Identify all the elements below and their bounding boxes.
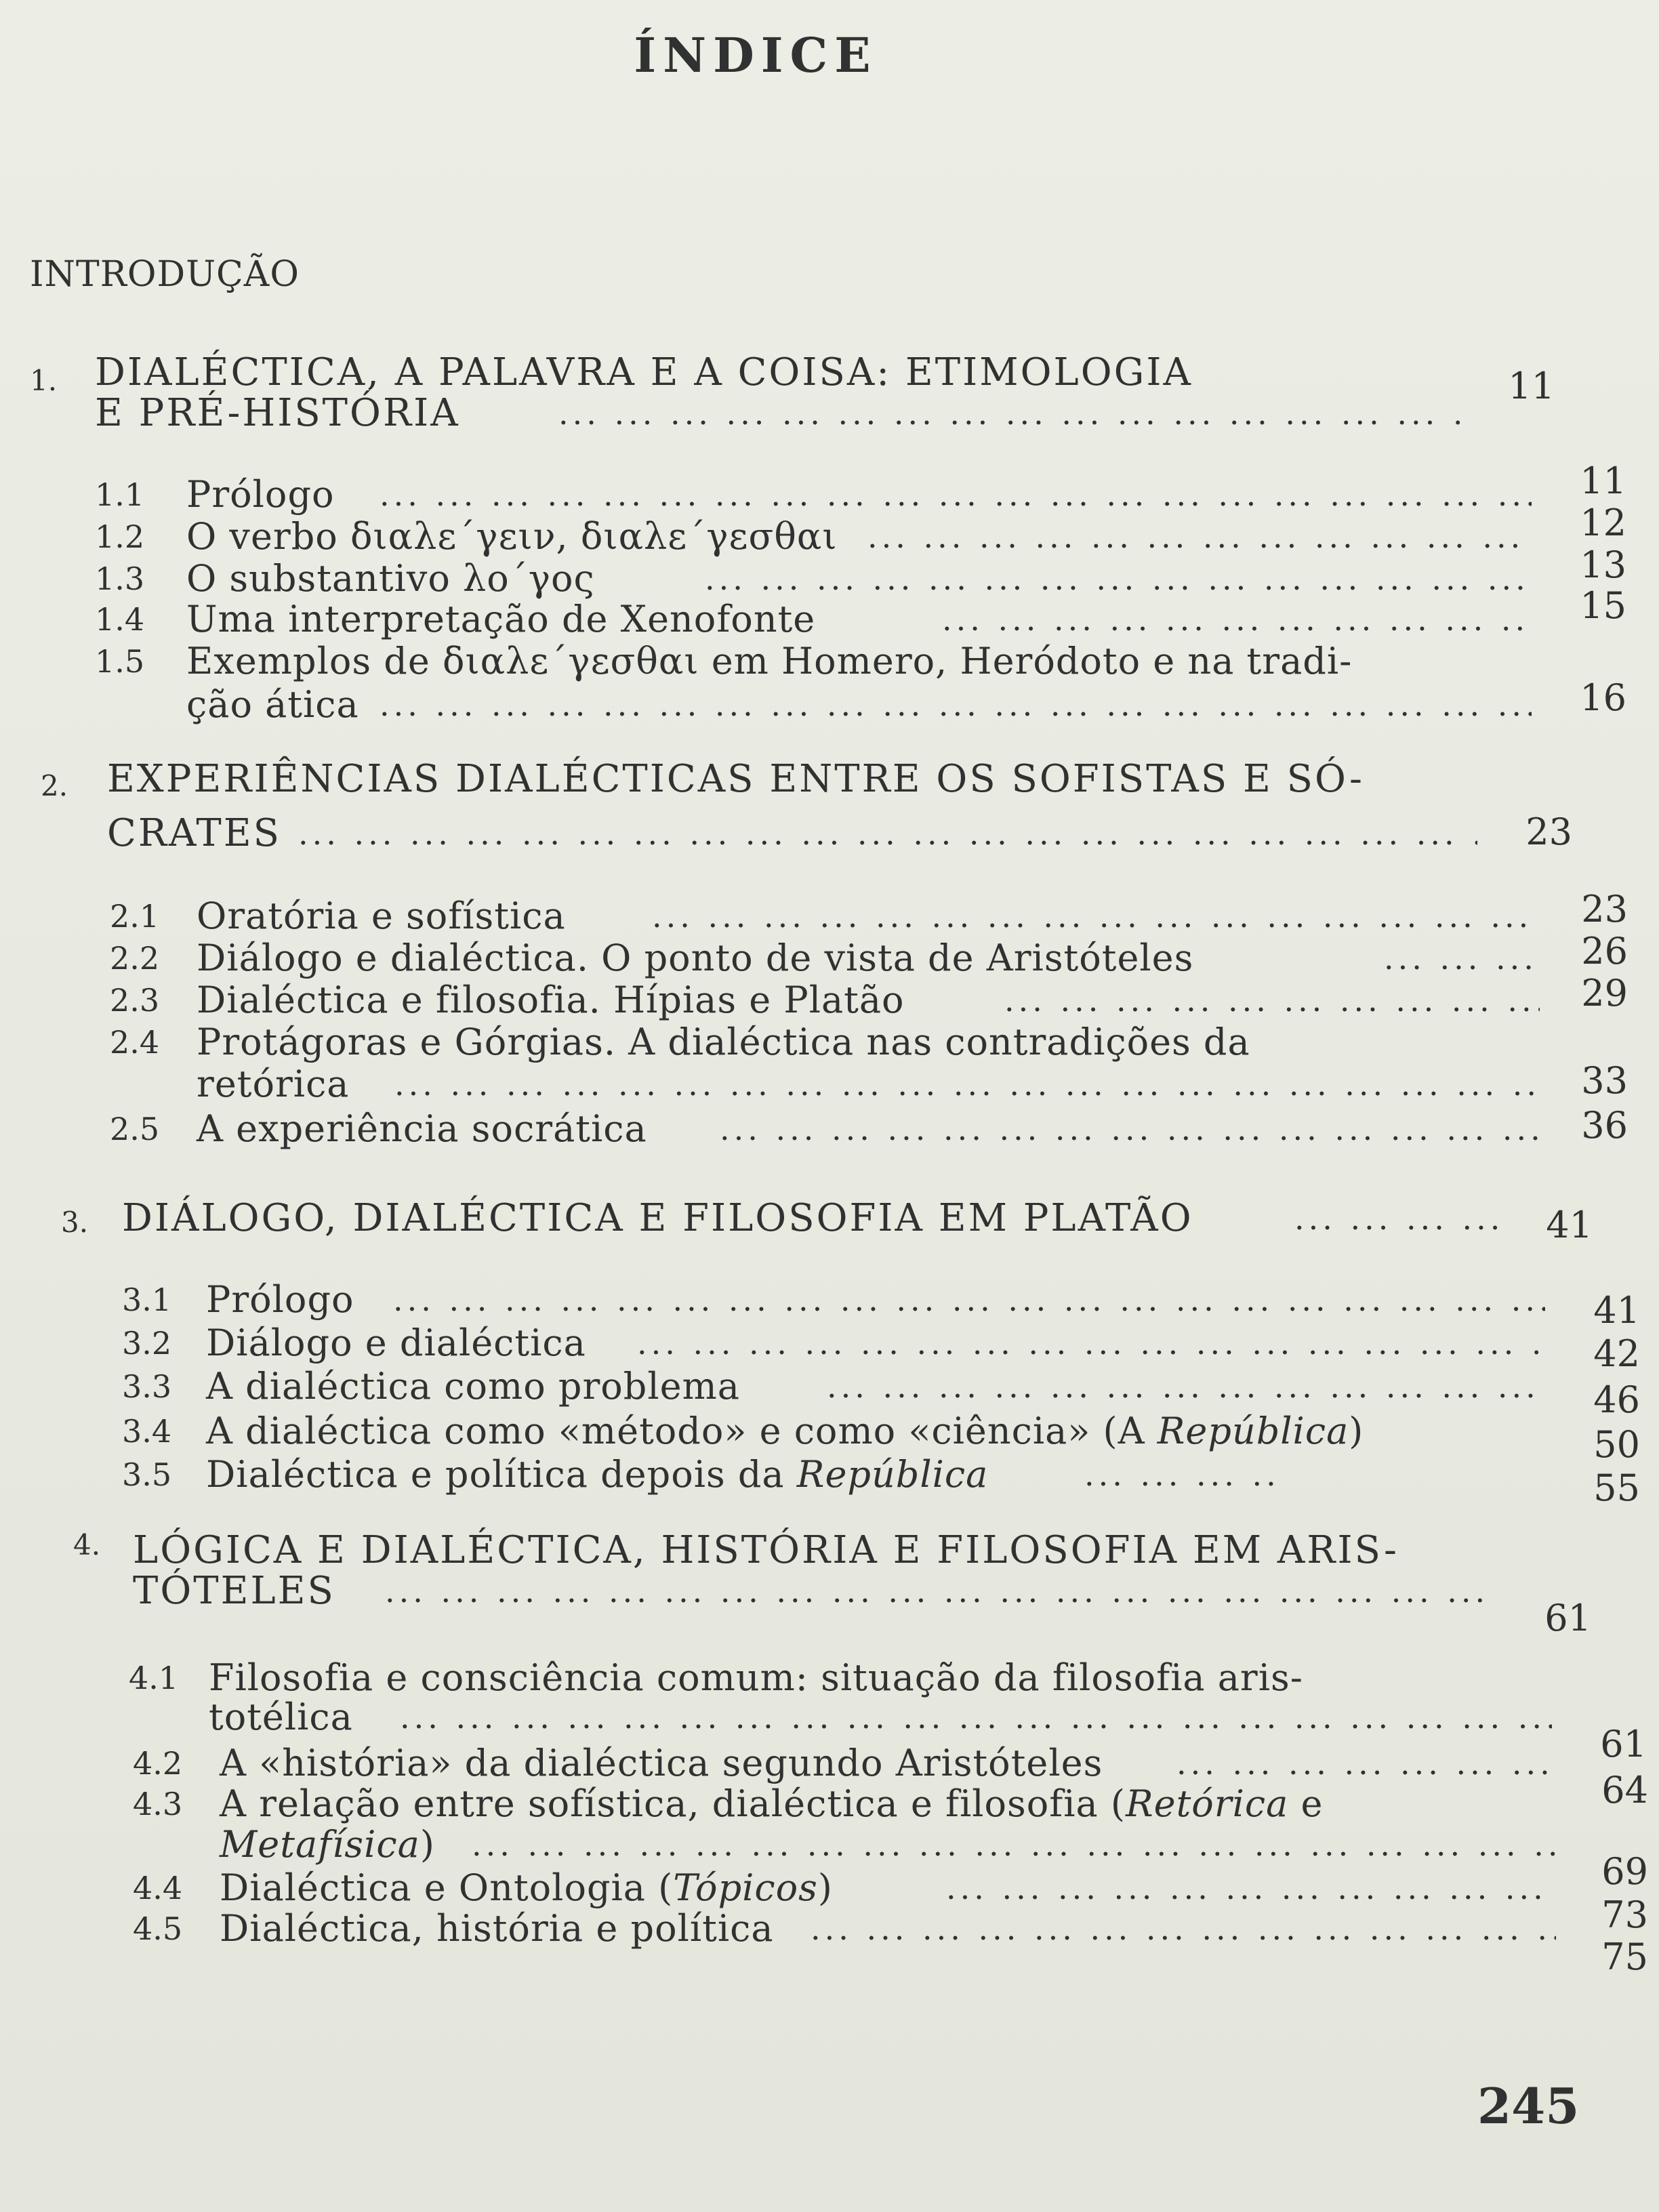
leader-dots	[867, 516, 1532, 557]
section-title: Dialéctica, história e política	[220, 1907, 774, 1950]
leader-dots	[380, 474, 1532, 515]
page-ref: 33	[1581, 1059, 1628, 1102]
chapter-2-line-1	[41, 759, 1599, 800]
toc-entry-2-3	[110, 972, 1628, 1021]
section-number: 3.2	[122, 1325, 172, 1361]
page-number: 245	[1477, 2077, 1580, 2135]
title-text: Dialéctica e política depois da	[206, 1453, 797, 1496]
toc-entry-2-5	[110, 1104, 1628, 1150]
leader-dots	[393, 1279, 1545, 1320]
leader-dots	[720, 1109, 1540, 1149]
chapter-2-line-2	[41, 813, 1599, 854]
toc-entry-3-3	[122, 1365, 1640, 1421]
intro-heading: INTRODUÇÃO	[30, 254, 300, 295]
page-ref: 61	[1600, 1723, 1647, 1765]
section-title: O substantivo λο΄γος	[186, 557, 595, 600]
leader-dots	[558, 393, 1460, 434]
section-number: 3.3	[122, 1368, 172, 1405]
chapter-number: 2.	[41, 769, 68, 802]
chapter-4-line-2	[73, 1569, 1632, 1639]
toc-entry-2-4-cont	[110, 1059, 1628, 1105]
chapter-title: E PRÉ-HISTÓRIA	[95, 391, 460, 435]
title-text: )	[419, 1823, 435, 1866]
page-ref: 11	[1580, 459, 1626, 502]
title-italic: República	[1157, 1410, 1349, 1452]
section-title	[206, 1454, 988, 1495]
leader-dots	[1084, 1454, 1274, 1495]
leader-dots	[705, 558, 1532, 599]
chapter-title: DIALÉCTICA, A PALAVRA E A COISA: ETIMOLOGIA	[95, 350, 1193, 394]
leader-dots	[400, 1697, 1552, 1738]
chapter-number: 3.	[61, 1206, 89, 1239]
section-title: Dialéctica e filosofia. Hípias e Platão	[197, 979, 905, 1021]
section-title: ção ática	[186, 683, 359, 726]
page-ref: 29	[1581, 972, 1628, 1015]
page-ref: 36	[1581, 1104, 1628, 1147]
leader-dots	[472, 1824, 1556, 1865]
section-title	[220, 1784, 1323, 1824]
toc-entry-3-2	[122, 1322, 1640, 1375]
section-title: Diálogo e dialéctica. O ponto de vista de Aristóteles	[197, 937, 1194, 979]
page-ref: 26	[1581, 930, 1628, 972]
toc-entry-2-4	[110, 1022, 1601, 1063]
leader-dots	[380, 684, 1532, 725]
toc-entry-1-5-cont	[95, 676, 1626, 726]
page-ref: 41	[1593, 1289, 1640, 1332]
toc-entry-1-2	[95, 501, 1626, 558]
section-number: 4.1	[129, 1660, 179, 1696]
leader-dots	[827, 1366, 1545, 1407]
section-title: Exemplos de διαλε΄γεσθαι em Homero, Heródoto e na tradi-	[186, 640, 1353, 682]
title-italic: Metafísica	[220, 1823, 420, 1866]
section-number: 3.1	[122, 1282, 172, 1318]
section-title: Filosofia e consciência comum: situação da filosofia aris-	[209, 1656, 1303, 1699]
leader-dots	[811, 1908, 1556, 1949]
leader-dots	[394, 1064, 1540, 1105]
section-title: Uma interpretação de Xenofonte	[186, 598, 816, 640]
page-ref: 16	[1580, 676, 1626, 719]
section-number: 3.4	[122, 1413, 172, 1450]
page-ref: 55	[1593, 1467, 1640, 1509]
leader-dots	[942, 599, 1532, 640]
page-ref: 13	[1580, 544, 1626, 586]
toc-entry-2-2	[110, 930, 1628, 979]
page-ref: 73	[1601, 1893, 1648, 1936]
section-number: 1.3	[95, 560, 145, 597]
chapter-3-line	[61, 1196, 1620, 1246]
page-ref: 50	[1593, 1423, 1640, 1466]
toc-entry-1-4	[95, 584, 1626, 640]
chapter-title: EXPERIÊNCIAS DIALÉCTICAS ENTRE OS SOFISTAS E SÓ-	[107, 757, 1364, 801]
chapter-title: TÓTELES	[133, 1569, 335, 1613]
section-number: 1.1	[95, 476, 145, 513]
title-text: A dialéctica como «método» e como «ciência» (A	[206, 1410, 1158, 1452]
chapter-1-line-1	[30, 350, 1589, 397]
page-ref: 42	[1593, 1332, 1640, 1375]
section-number: 4.4	[133, 1870, 183, 1906]
title-text: )	[1349, 1410, 1364, 1452]
section-number: 2.2	[110, 940, 160, 977]
leader-dots	[637, 1323, 1545, 1364]
title-text: )	[817, 1866, 833, 1909]
toc-entry-3-5	[122, 1453, 1640, 1509]
section-number: 1.4	[95, 601, 145, 638]
section-title: retórica	[197, 1063, 350, 1105]
leader-dots	[1004, 980, 1540, 1021]
toc-entry-1-5	[95, 641, 1586, 682]
section-title	[206, 1411, 1364, 1452]
title-text: e	[1288, 1782, 1324, 1825]
page-ref: 75	[1601, 1936, 1648, 1978]
page-ref: 12	[1580, 501, 1626, 544]
chapter-4-line-1	[73, 1530, 1632, 1571]
page-ref: 23	[1525, 811, 1572, 853]
page-ref: 41	[1546, 1204, 1593, 1246]
section-number: 4.5	[133, 1910, 183, 1947]
section-number: 2.4	[110, 1024, 160, 1061]
section-title	[220, 1824, 435, 1865]
title-text: Dialéctica e Ontologia (	[220, 1866, 674, 1909]
section-number: 3.5	[122, 1456, 172, 1493]
chapter-number: 1.	[30, 364, 58, 397]
page-ref: 46	[1593, 1378, 1640, 1421]
toc-entry-4-3	[133, 1784, 1624, 1824]
section-title: Diálogo e dialéctica	[206, 1322, 586, 1364]
section-title: O verbo διαλε΄γειν, διαλε΄γεσθαι	[186, 515, 838, 558]
chapter-number: 4.	[73, 1528, 101, 1561]
leader-dots	[652, 896, 1533, 937]
toc-entry-2-1	[110, 888, 1628, 937]
section-number: 2.1	[110, 898, 160, 935]
section-number: 1.2	[95, 518, 145, 555]
section-number: 2.5	[110, 1111, 160, 1147]
page-ref: 64	[1601, 1769, 1648, 1811]
chapter-title: DIÁLOGO, DIALÉCTICA E FILOSOFIA EM PLATÃO	[122, 1196, 1193, 1240]
leader-dots	[1176, 1743, 1556, 1784]
chapter-title: LÓGICA E DIALÉCTICA, HISTÓRIA E FILOSOFIA EM ARIS-	[133, 1528, 1399, 1572]
section-title: A experiência socrática	[197, 1107, 647, 1150]
title-text: A relação entre sofística, dialéctica e filosofia (	[220, 1782, 1126, 1825]
title-italic: República	[796, 1453, 989, 1496]
toc-entry-3-4	[122, 1410, 1640, 1466]
section-number: 2.3	[110, 982, 160, 1019]
section-title	[220, 1868, 833, 1908]
page-ref: 23	[1581, 888, 1628, 930]
leader-dots	[385, 1571, 1496, 1612]
title-italic: Retórica	[1125, 1782, 1289, 1825]
page-ref: 11	[1508, 365, 1555, 407]
section-title: Prólogo	[206, 1278, 354, 1321]
section-title: A «história» da dialéctica segundo Aristóteles	[220, 1742, 1103, 1784]
leader-dots	[1384, 938, 1547, 979]
toc-entry-1-3	[95, 544, 1626, 600]
page-ref: 69	[1601, 1850, 1648, 1893]
section-title: Prólogo	[186, 473, 335, 516]
leader-dots	[946, 1868, 1556, 1908]
leader-dots	[1294, 1198, 1498, 1239]
section-title: A dialéctica como problema	[206, 1365, 740, 1408]
section-title: Oratória e sofística	[197, 895, 566, 937]
section-title: Protágoras e Górgias. A dialéctica nas contradições da	[197, 1021, 1250, 1063]
page-title: ÍNDICE	[634, 27, 878, 83]
section-title: totélica	[209, 1696, 353, 1738]
title-italic: Tópicos	[673, 1866, 818, 1909]
page-ref: 15	[1580, 584, 1626, 627]
section-number: 4.3	[133, 1786, 183, 1822]
page-ref: 61	[1544, 1597, 1591, 1639]
toc-entry-3-1	[122, 1278, 1640, 1332]
toc-entry-1-1	[95, 459, 1626, 516]
section-number: 1.5	[95, 643, 145, 680]
toc-entry-4-1	[129, 1658, 1620, 1698]
chapter-title: CRATES	[107, 811, 281, 855]
section-number: 4.2	[133, 1745, 183, 1782]
leader-dots	[298, 813, 1477, 854]
